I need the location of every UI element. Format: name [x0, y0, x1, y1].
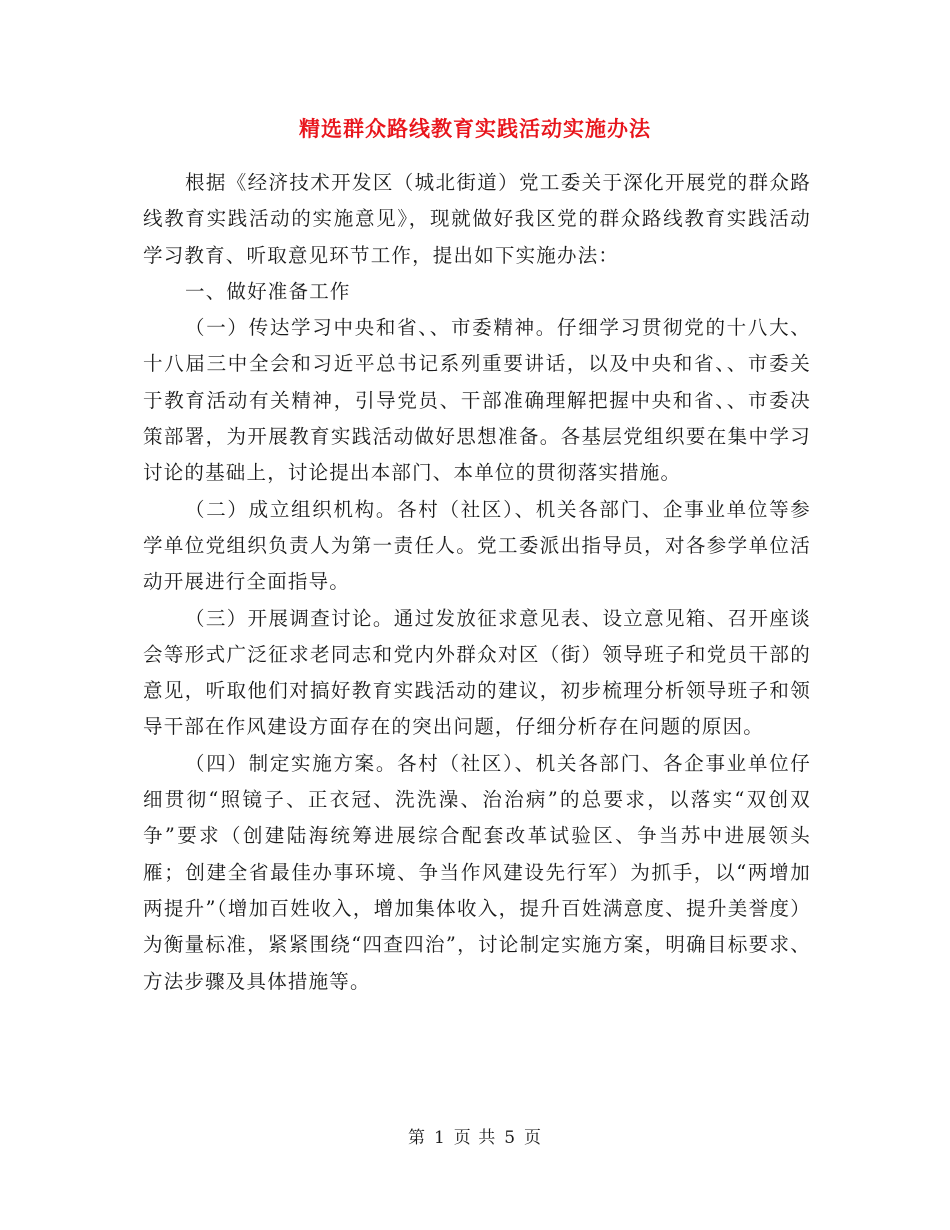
document-title: 精选群众路线教育实践活动实施办法: [299, 116, 651, 141]
paragraph-item-1: （一）传达学习中央和省、、市委精神。仔细学习贯彻党的十八大、十八届三中全会和习近平总书记系列重要讲话，以及中央和省、、市委关于教育活动有关精神，引导党员、干部准确理解把握中央和省、、市委决策部署，为开展教育实践活动做好思想准备。各基层党组织要在集中学习讨论的基础上，讨论提出本部门、本单位的贯彻落实措施。: [143, 316, 811, 485]
paragraph-item-3: （三）开展调查讨论。通过发放征求意见表、设立意见箱、召开座谈会等形式广泛征求老同志和党内外群众对区（街）领导班子和党员干部的意见，听取他们对搞好教育实践活动的建议，初步梳理分析领导班子和领导干部在作风建设方面存在的突出问题，仔细分析存在问题的原因。: [143, 606, 811, 739]
paragraph-item-2: （二）成立组织机构。各村（社区）、机关各部门、企事业单位等参学单位党组织负责人为第一责任人。党工委派出指导员，对各参学单位活动开展进行全面指导。: [143, 497, 811, 594]
footer-total-pages: 5: [504, 1128, 517, 1148]
footer-suffix: 页: [524, 1128, 543, 1148]
document-body: [143, 165, 811, 1000]
footer-page-number: 1: [433, 1128, 446, 1148]
footer-prefix: 第: [407, 1128, 426, 1148]
section-heading-1: 一、做好准备工作: [185, 279, 351, 303]
intro-paragraph: 根据《经济技术开发区（城北街道）党工委关于深化开展党的群众路线教育实践活动的实施意见》，现就做好我区党的群众路线教育实践活动学习教育、听取意见环节工作，提出如下实施办法：: [143, 171, 811, 267]
page-footer: [0, 1126, 950, 1150]
footer-middle: 页 共: [453, 1128, 497, 1148]
paragraph-item-4: （四）制定实施方案。各村（社区）、机关各部门、各企事业单位仔细贯彻“照镜子、正衣冠、洗洗澡、治治病”的总要求，以落实“双创双争”要求（创建陆海统筹进展综合配套改革试验区、争当苏中进展领头雁；创建全省最佳办事环境、争当作风建设先行军）为抓手，以“两增加两提升”（增加百姓收入，增加集体收入，提升百姓满意度、提升美誉度）为衡量标准，紧紧围绕“四查四治”，讨论制定实施方案，明确目标要求、方法步骤及具体措施等。: [143, 751, 811, 993]
